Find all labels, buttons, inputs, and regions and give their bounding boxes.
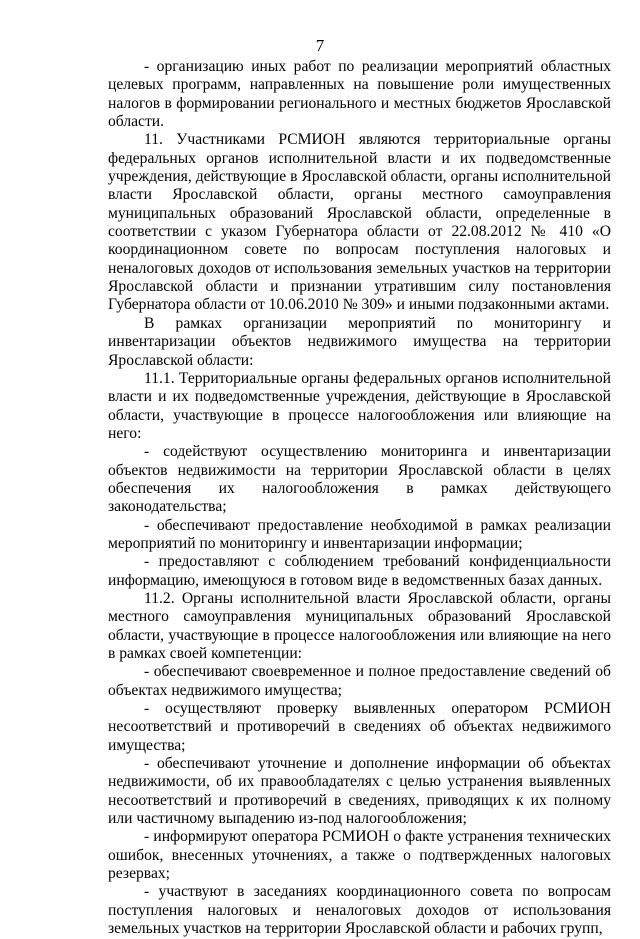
document-body [108, 58, 611, 939]
list-item-confidential-data: - предоставляют с соблюдением требований конфиденциальности информацию, имеющуюся в готовом виде в ведомственных базах данных. [108, 553, 611, 589]
paragraph-program-works: - организацию иных работ по реализации мероприятий областных целевых программ, направленных на повышение роли имущественных налогов в формировании регионального и местных бюджетов Ярославской области. [108, 58, 611, 131]
list-item-provide-information: - обеспечивают предоставление необходимой в рамках реализации мероприятий по мониторингу и инвентаризации информации; [108, 516, 611, 552]
list-item-timely-provision: - обеспечивают своевременное и полное предоставление сведений об объектах недвижимого имущества; [108, 663, 611, 699]
paragraph-11-2-regional-bodies: 11.2. Органы исполнительной власти Ярославской области, органы местного самоуправления муниципальных образований Ярославской области, участвующие в процессе налогообложения или влияющие на него в рамках своей компетенции: [108, 589, 611, 662]
paragraph-11-1-federal-bodies: 11.1. Территориальные органы федеральных органов исполнительной власти и их подведомственные учреждения, действующие в Ярославской области, участвующие в процессе налогообложения или влияющие на него: [108, 369, 611, 442]
paragraph-11-participants: 11. Участниками РСМИОН являются территориальные органы федеральных органов исполнительной власти и их подведомственные учреждения, действующие в Ярославской области, органы исполнительной власти Ярославской области, органы местного самоуправления муниципальных образований Ярославской области, определенные в соответствии с указом Губернатора области от 22.08.2012 № 410 «О координационном совете по вопросам поступления налоговых и неналоговых доходов от использования земельных участков на территории Ярославской области и признании утратившим силу постановления Губернатора области от 10.06.2010 № 309» и иными подзаконными актами. [108, 131, 611, 314]
list-item-inform-operator: - информируют оператора РСМИОН о факте устранения технических ошибок, внесенных уточнениях, а также о подтвержденных налоговых резервах; [108, 828, 611, 883]
list-item-check-discrepancies: - осуществляют проверку выявленных оператором РСМИОН несоответствий и противоречий в сведениях об объектах недвижимого имущества; [108, 700, 611, 754]
page-number: 7 [315, 36, 325, 55]
list-item-participate-meetings: - участвуют в заседаниях координационного совета по вопросам поступления налоговых и неналоговых доходов от использования земельных участков на территории Ярославской области и рабочих групп, [108, 883, 611, 938]
list-item-assist-monitoring: - содействуют осуществлению мониторинга и инвентаризации объектов недвижимости на территории Ярославской области в целях обеспечения их налогообложения в рамках действующего законодательства; [108, 443, 611, 516]
paragraph-monitoring-intro: В рамках организации мероприятий по мониторингу и инвентаризации объектов недвижимого имущества на территории Ярославской области: [108, 314, 611, 369]
list-item-clarify-information: - обеспечивают уточнение и дополнение информации об объектах недвижимости, об их правообладателях с целью устранения выявленных несоответствий и противоречий в сведениях, приводящих к их полному или частичному выпадению из-под налогообложения; [108, 755, 611, 828]
